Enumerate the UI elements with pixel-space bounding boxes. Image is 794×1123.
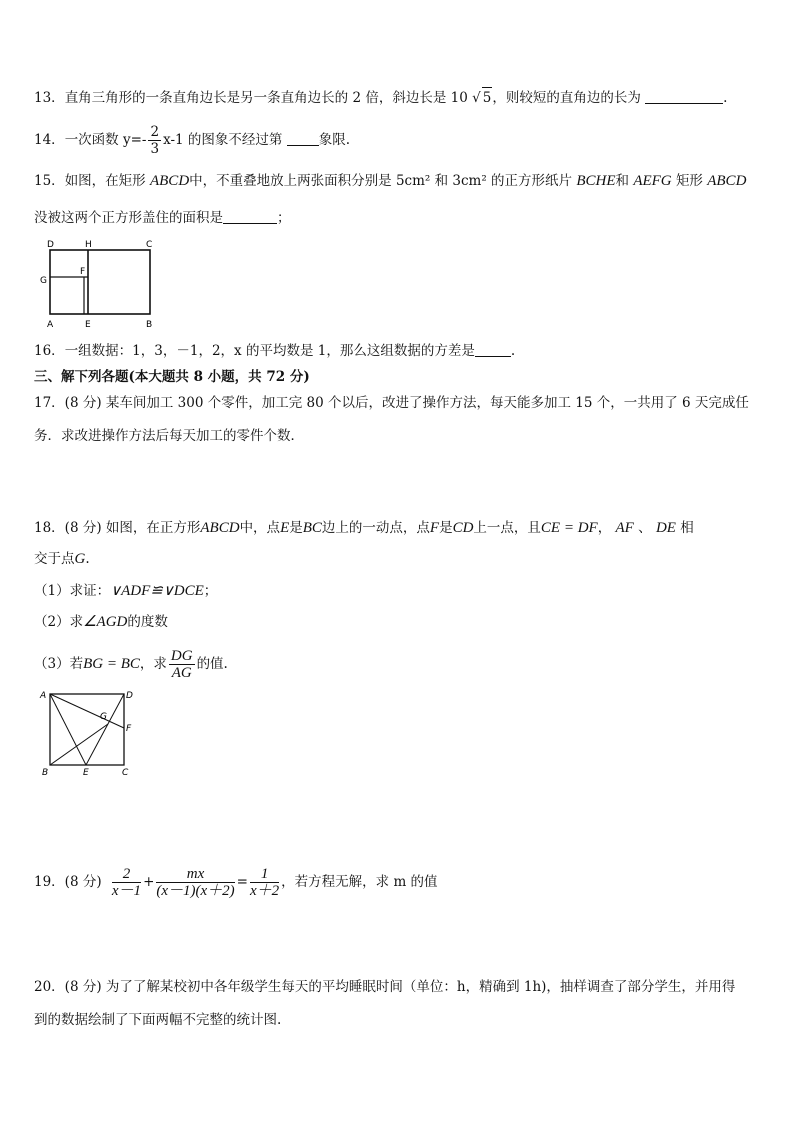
point-label-e: E <box>83 768 89 778</box>
question-number: 19．(8 分) <box>34 874 102 890</box>
question-20-line-1: 20．(8 分) 为了了解某校初中各年级学生每天的平均睡眠时间（单位：h，精确到 1h)，抽样调查了部分学生，并用得 <box>34 979 736 995</box>
rectangle-abcd <box>50 250 150 314</box>
question-text: 边上的一动点，点 <box>321 520 430 536</box>
point-label-f: F <box>126 724 132 734</box>
question-17-line-1: 17．(8 分) 某车间加工 300 个零件，加工完 80 个以后，改进了操作方法，每天能多加工 15 个，一共用了 6 天完成任 <box>34 395 749 411</box>
segment-af <box>50 694 124 728</box>
point-label-b: B <box>42 768 49 778</box>
question-text: 交于点 <box>34 551 75 567</box>
math-expression: ∠AGD <box>83 614 128 630</box>
denominator: (x－1)(x＋2) <box>156 883 235 899</box>
math-expression: CE = DF <box>540 520 598 536</box>
question-text: 是 <box>439 520 453 536</box>
section-heading: 三、解下列各题(本大题共 8 小题，共 72 分) <box>34 369 310 385</box>
question-number: 14． <box>34 132 65 148</box>
punctuation: . <box>723 90 728 106</box>
punctuation: ； <box>277 210 291 226</box>
question-text: （3）若 <box>34 656 84 672</box>
fraction <box>169 648 195 681</box>
square-abcd <box>50 694 124 765</box>
numerator: 2 <box>112 866 141 883</box>
segment-ae <box>50 694 86 765</box>
math-label: CD <box>452 520 474 536</box>
segment-bg <box>50 724 108 765</box>
question-text: ，若方程无解，求 m 的值 <box>281 874 438 890</box>
question-text: 象限. <box>318 132 350 148</box>
punctuation: 、 <box>638 520 652 536</box>
question-19 <box>34 866 438 899</box>
question-18-part-1 <box>34 581 217 601</box>
punctuation: . <box>85 551 90 567</box>
question-number: 13． <box>34 90 65 106</box>
question-text: 矩形 <box>675 173 703 189</box>
fraction-2 <box>156 866 234 899</box>
math-expression: BG = BC <box>83 656 140 672</box>
answer-blank <box>223 209 277 224</box>
question-text: 是 <box>289 520 303 536</box>
fraction-1 <box>112 866 141 899</box>
math-label: F <box>429 520 440 536</box>
question-text: ，则较短的直角边的长为 <box>492 90 641 106</box>
sqrt-symbol: √ <box>472 90 481 106</box>
question-text: （1）求证： <box>34 583 111 599</box>
question-14 <box>34 124 350 157</box>
punctuation: ， <box>597 520 612 536</box>
question-text: 中，点 <box>239 520 281 536</box>
math-label: ABCD <box>200 520 240 536</box>
question-18-part-2 <box>34 612 168 632</box>
math-label: ABCD <box>707 173 747 189</box>
question-20-line-2: 到的数据绘制了下面两幅不完整的统计图. <box>34 1012 282 1028</box>
question-text: 18．(8 分) 如图，在正方形 <box>34 520 201 536</box>
math-label: DE <box>655 520 676 536</box>
math-label: G <box>74 551 86 567</box>
fraction <box>148 124 161 157</box>
operator: + <box>143 874 155 890</box>
question-16 <box>34 341 515 361</box>
point-label-b: B <box>146 320 153 330</box>
question-text: 的度数 <box>127 614 168 630</box>
point-label-g: G <box>40 276 47 286</box>
question-text: 的值. <box>196 656 228 672</box>
question-text: 直角三角形的一条直角边长是另一条直角边长的 2 倍，斜边长是 10 <box>64 90 468 106</box>
question-text: 没被这两个正方形盖住的面积是 <box>34 210 223 226</box>
math-label: BCHE <box>576 173 616 189</box>
answer-blank <box>645 89 723 104</box>
question-13 <box>34 87 727 108</box>
question-text: 中，不重叠地放上两张面积分别是 5cm² 和 3cm² 的正方形纸片 <box>189 173 573 189</box>
point-label-a: A <box>47 320 54 330</box>
question-text: 上一点，且 <box>473 520 541 536</box>
question-15-line-1 <box>34 171 746 191</box>
question-18-part-3 <box>34 648 228 681</box>
numerator: 2 <box>150 124 160 140</box>
point-label-f: F <box>80 267 86 277</box>
radicand: 5 <box>482 87 493 108</box>
punctuation: . <box>510 343 516 359</box>
figure-square-abcd <box>36 686 146 778</box>
point-label-d: D <box>47 240 54 250</box>
question-15-line-2 <box>34 208 291 228</box>
segment-de <box>86 694 124 765</box>
question-text: 和 <box>615 173 630 189</box>
point-label-d: D <box>126 691 133 701</box>
question-text: x-1 的图象不经过第 <box>163 132 283 148</box>
question-number: 16． <box>34 343 65 359</box>
question-text: （2）求 <box>34 614 84 630</box>
math-label: BC <box>302 520 322 536</box>
question-17-line-2: 务．求改进操作方法后每天加工的零件个数． <box>34 428 304 444</box>
point-label-a: A <box>40 691 47 701</box>
math-label: E <box>280 520 290 536</box>
point-label-e: E <box>85 320 91 330</box>
math-label: ABCD <box>149 173 190 189</box>
question-text: 一组数据：1，3，－1，2，x 的平均数是 1，那么这组数据的方差是 <box>64 343 475 359</box>
point-label-h: H <box>85 240 92 250</box>
question-number: 15． <box>34 173 65 189</box>
numerator: 1 <box>250 866 279 883</box>
answer-blank <box>287 131 319 146</box>
point-label-c: C <box>146 240 153 250</box>
math-label: AF <box>615 520 634 536</box>
question-text: ，求 <box>139 656 167 672</box>
numerator: mx <box>156 866 234 883</box>
denominator: 3 <box>150 141 160 157</box>
numerator: DG <box>170 648 193 664</box>
answer-blank <box>475 342 511 357</box>
denominator: x＋2 <box>249 883 280 899</box>
denominator: x－1 <box>111 883 142 899</box>
point-label-c: C <box>122 768 129 778</box>
math-label: AEFG <box>633 173 672 189</box>
fraction-3 <box>250 866 279 899</box>
math-expression: ∨ADF≌∨DCE <box>110 583 204 599</box>
operator: = <box>236 874 248 890</box>
question-18-line-2 <box>34 549 90 569</box>
punctuation: ； <box>203 583 218 599</box>
question-text: 一次函数 y=- <box>64 132 147 148</box>
question-text: 相 <box>680 520 694 536</box>
figure-rectangle-squares <box>36 238 160 330</box>
question-18-line-1 <box>34 518 694 538</box>
question-text: 如图，在矩形 <box>64 173 146 189</box>
point-label-g: G <box>100 712 107 722</box>
denominator: AG <box>171 665 192 681</box>
